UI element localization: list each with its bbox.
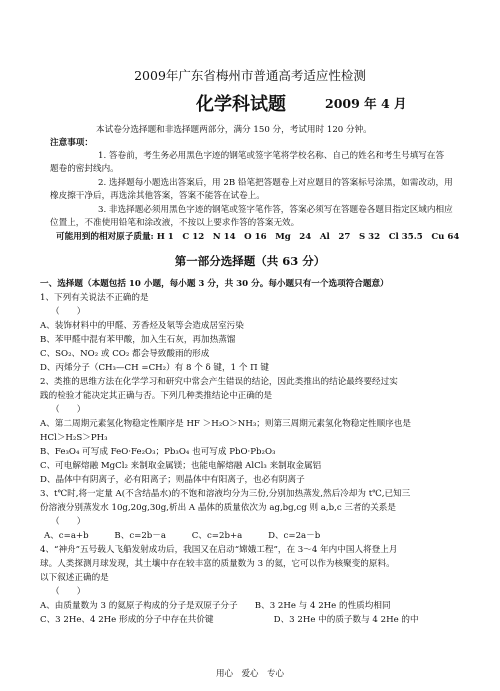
answer-paren: （ ） — [51, 307, 86, 317]
option-line: HCl＞H₂S＞PH₃ — [40, 433, 108, 443]
question-stem: 践的检验才能决定其正确与否。下列几种类推结论中正确的是 — [40, 391, 273, 401]
option-line: D、晶体中有阴离子，必有阳离子；则晶体中有阳离子，也必有阴离子 — [40, 475, 305, 485]
option-line: A、第二周期元素氢化物稳定性顺序是 HF ＞H₂O＞NH₃；则第三周期元素氢化物稳定性顺序也是 — [40, 419, 411, 429]
question-stem: 1、下列有关说法不正确的是 — [40, 293, 149, 303]
question-stem: 以下叙述正确的是 — [40, 573, 109, 583]
question-stem: 3、t℃时,将一定量 A(不含结晶水)的不饱和溶液均分为三份,分别加热蒸发,然后冷却为 t℃,已知三 — [40, 489, 411, 499]
notice-heading: 注意事项： — [50, 138, 93, 148]
option-line: C、SO₂、NO₂ 或 CO₂ 都会导致酸雨的形成 — [40, 349, 210, 359]
answer-paren: （ ） — [51, 587, 86, 597]
question-stem: 4、“神舟”五号载人飞船发射成功后，我国又在启动“嫦娥工程”，在 3～4 年内中国人将登上月 — [40, 545, 398, 555]
exam-date: 2009 年 4 月 — [325, 96, 407, 111]
notice-line: 题卷的密封线内。 — [50, 164, 119, 174]
question-stem: 球。人类探测月球发现，其土壤中存在较丰富的质量数为 3 的氦，它可以作为核聚变的原料。 — [40, 559, 395, 569]
notice-line: 2. 选择题每小题选出答案后，用 2B 铅笔把答题卷上对应题目的答案标号涂黑，如需改动，用 — [98, 178, 453, 188]
question-stem: 2、类推的思维方法在化学学习和研究中常会产生错误的结论，因此类推出的结论最终要经过实 — [40, 377, 398, 387]
option-line: A、c=a+b B、c=2b－a C、c=2b+a D、c=2a－b — [44, 531, 321, 541]
option-line: B、苯甲醛中混有苯甲酸，加入生石灰，再加热蒸馏 — [40, 335, 236, 345]
notice-line: 橡皮擦干净后，再选涂其他答案，答案不能答在试卷上。 — [50, 191, 265, 201]
question-stem: 份溶液分别蒸发水 10g,20g,30g,析出 A 晶体的质量依次为 ag,bg,cg 则 a,b,c 三者的关系是 — [40, 503, 396, 513]
option-line: A、由质量数为 3 的氦原子构成的分子是双原子分子 B、3 2He 与 4 2He 的性质均相同 — [40, 601, 391, 611]
answer-paren: （ ） — [51, 405, 86, 415]
option-line: A、装饰材料中的甲醛、芳香烃及氡等会造成居室污染 — [40, 321, 244, 331]
option-line: D、丙烯分子（CH₃—CH =CH₂）有 8 个 δ 键，1 个 Π 键 — [40, 363, 269, 373]
exam-title: 2009年广东省梅州市普通高考适应性检测 — [134, 68, 366, 83]
notice-line: 1. 答卷前，考生务必用黑色字迹的钢笔或签字笔将学校名称、自己的姓名和考生号填写在答 — [98, 151, 445, 161]
notice-line: 3. 非选择题必须用黑色字迹的钢笔或签字笔作答，答案必须写在答题卷各题目指定区域内相应 — [98, 205, 453, 215]
subject-title: 化学科试题 — [196, 94, 286, 115]
option-line: C、3 2He、4 2He 形成的分子中存在共价键 D、3 2He 中的质子数与 4 2He 的中 — [40, 615, 419, 625]
page-footer: 用心 爱心 专心 — [215, 669, 284, 679]
answer-paren: （ ） — [51, 517, 86, 527]
atomic-masses: 可能用到的相对原子质量: H 1 C 12 N 14 O 16 Mg 24 Al 27 S 32 Cl 35.5 Cu 64 — [56, 232, 460, 242]
intro-line: 本试卷分选择题和非选择题两部分，满分 150 分，考试用时 120 分钟。 — [96, 125, 372, 135]
notice-line: 位置上，不准使用铅笔和涂改液，不按以上要求作答的答案无效。 — [50, 218, 300, 228]
option-line: C、可电解熔融 MgCl₂ 来制取金属镁；也能电解熔融 AlCl₃ 来制取金属铝 — [40, 461, 322, 471]
option-line: B、Fe₃O₄ 可写成 FeO·Fe₂O₃；Pb₃O₄ 也可写成 PbO·Pb₂O₃ — [40, 447, 276, 457]
section-title: 第一部分选择题（共 63 分） — [174, 254, 326, 268]
section-heading: 一、选择题（本题包括 10 小题，每小题 3 分，共 30 分。每小题只有一个选项符合题意） — [40, 279, 389, 289]
